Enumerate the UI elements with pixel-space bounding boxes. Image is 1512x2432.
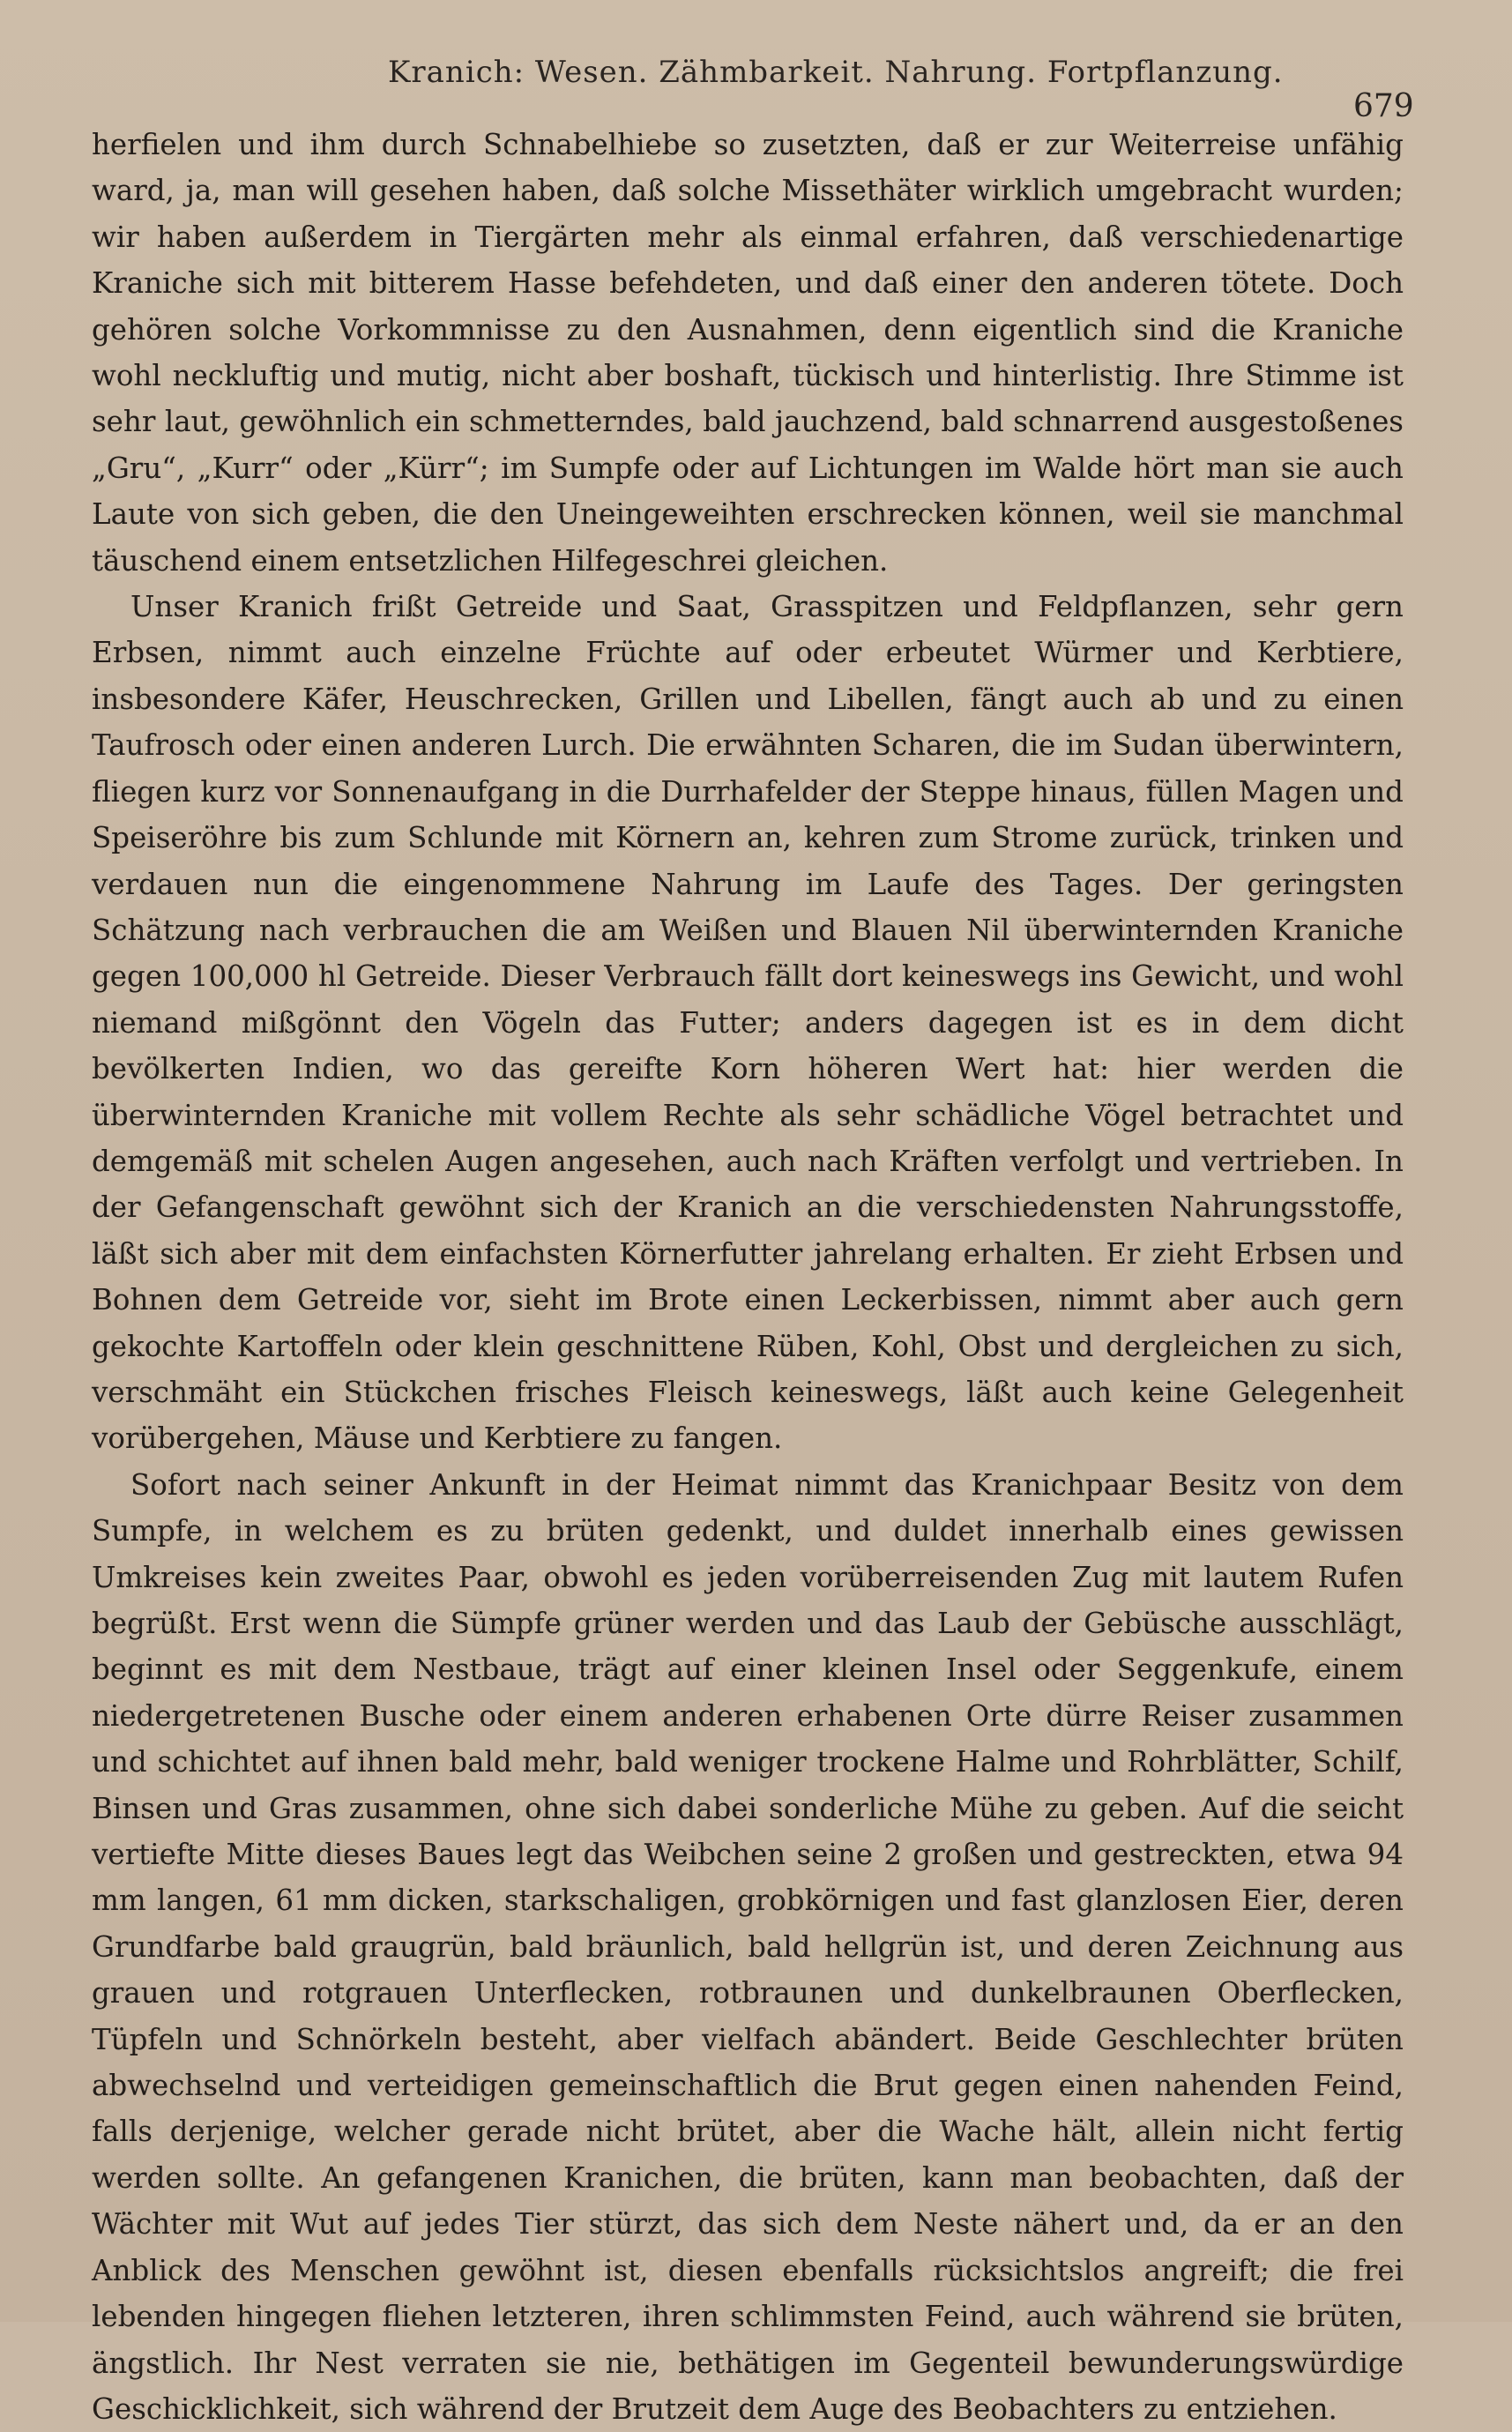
body-text bbox=[92, 122, 1404, 2432]
paragraph-fortpflanzung: Sofort nach seiner Ankunft in der Heimat nimmt das Kranichpaar Besitz von dem Sumpfe, in welchem es zu brüten gedenkt, und duldet innerhalb eines gewissen Umkreises kein zweites Paar, obwohl es jeden vorüberreisenden Zug mit lautem Rufen begrüßt. Erst wenn die Sümpfe grüner werden und das Laub der Gebüsche ausschlägt, beginnt es mit dem Nestbaue, trägt auf einer kleinen Insel oder Seggenkufe, einem niedergetretenen Busche oder einem anderen erhabenen Orte dürre Reiser zusammen und schichtet auf ihnen bald mehr, bald weniger trockene Halme und Rohrblätter, Schilf, Binsen und Gras zusammen, ohne sich dabei sonderliche Mühe zu geben. Auf die seicht vertiefte Mitte dieses Baues legt das Weibchen seine 2 großen und gestreckten, etwa 94 mm langen, 61 mm dicken, starkschaligen, grobkörnigen und fast glanzlosen Eier, deren Grundfarbe bald graugrün, bald bräunlich, bald hellgrün ist, und deren Zeichnung aus grauen und rotgrauen Unterflecken, rotbraunen und dunkelbraunen Oberflecken, Tüpfeln und Schnörkeln besteht, aber vielfach abändert. Beide Geschlechter brüten abwechselnd und verteidigen gemeinschaftlich die Brut gegen einen nahenden Feind, falls derjenige, welcher gerade nicht brütet, aber die Wache hält, allein nicht fertig werden sollte. An gefangenen Kranichen, die brüten, kann man beobachten, daß der Wächter mit Wut auf jedes Tier stürzt, das sich dem Neste nähert und, da er an den Anblick des Menschen gewöhnt ist, diesen ebenfalls rücksichtslos angreift; die frei lebenden hingegen fliehen letzteren, ihren schlimmsten Feind, auch während sie brüten, ängstlich. Ihr Nest verraten sie nie, bethätigen im Gegenteil bewunderungswürdige Geschicklichkeit, sich während der Brutzeit dem Auge des Beobachters zu entziehen. bbox=[92, 1467, 1404, 2426]
paragraph-continuation: herfielen und ihm durch Schnabelhiebe so zusetzten, daß er zur Weiterreise unfähig ward, ja, man will gesehen haben, daß solche Missethäter wirklich umgebracht wurden; wir haben außerdem in Tiergärten mehr als einmal erfahren, daß verschiedenartige Kraniche sich mit bitterem Hasse befehdeten, und daß einer den anderen tötete. Doch gehören solche Vorkommnisse zu den Ausnahmen, denn eigentlich sind die Kraniche wohl neckluftig und mutig, nicht aber boshaft, tückisch und hinterlistig. Ihre Stimme ist sehr laut, gewöhnlich ein schmetterndes, bald jauchzend, bald schnarrend ausgestoßenes „Gru“, „Kurr“ oder „Kürr“; im Sumpfe oder auf Lichtungen im Walde hört man sie auch Laute von sich geben, die den Uneingeweihten erschrecken können, weil sie manchmal täuschend einem entsetzlichen Hilfegeschrei gleichen. bbox=[92, 128, 1404, 578]
running-head: Kranich: Wesen. Zähmbarkeit. Nahrung. Fortpflanzung. bbox=[388, 55, 1284, 90]
paragraph-nahrung: Unser Kranich frißt Getreide und Saat, Grasspitzen und Feldpflanzen, sehr gern Erbsen, nimmt auch einzelne Früchte auf oder erbeutet Würmer und Kerbtiere, insbesondere Käfer, Heuschrecken, Grillen und Libellen, fängt auch ab und zu einen Taufrosch oder einen anderen Lurch. Die erwähnten Scharen, die im Sudan überwintern, fliegen kurz vor Sonnenaufgang in die Durrhafelder der Steppe hinaus, füllen Magen und Speiseröhre bis zum Schlunde mit Körnern an, kehren zum Strome zurück, trinken und verdauen nun die eingenommene Nahrung im Laufe des Tages. Der geringsten Schätzung nach verbrauchen die am Weißen und Blauen Nil überwinternden Kraniche gegen 100,000 hl Getreide. Dieser Verbrauch fällt dort keineswegs ins Gewicht, und wohl niemand mißgönnt den Vögeln das Futter; anders dagegen ist es in dem dicht bevölkerten Indien, wo das gereifte Korn höheren Wert hat: hier werden die überwinternden Kraniche mit vollem Rechte als sehr schädliche Vögel betrachtet und demgemäß mit schelen Augen angesehen, auch nach Kräften verfolgt und vertrieben. In der Gefangenschaft gewöhnt sich der Kranich an die verschiedensten Nahrungsstoffe, läßt sich aber mit dem einfachsten Körnerfutter jahrelang erhalten. Er zieht Erbsen und Bohnen dem Getreide vor, sieht im Brote einen Leckerbissen, nimmt aber auch gern gekochte Kartoffeln oder klein geschnittene Rüben, Kohl, Obst und dergleichen zu sich, verschmäht ein Stückchen frisches Fleisch keineswegs, läßt auch keine Gelegenheit vorübergehen, Mäuse und Kerbtiere zu fangen. bbox=[92, 590, 1404, 1456]
page-number: 679 bbox=[1353, 88, 1414, 124]
